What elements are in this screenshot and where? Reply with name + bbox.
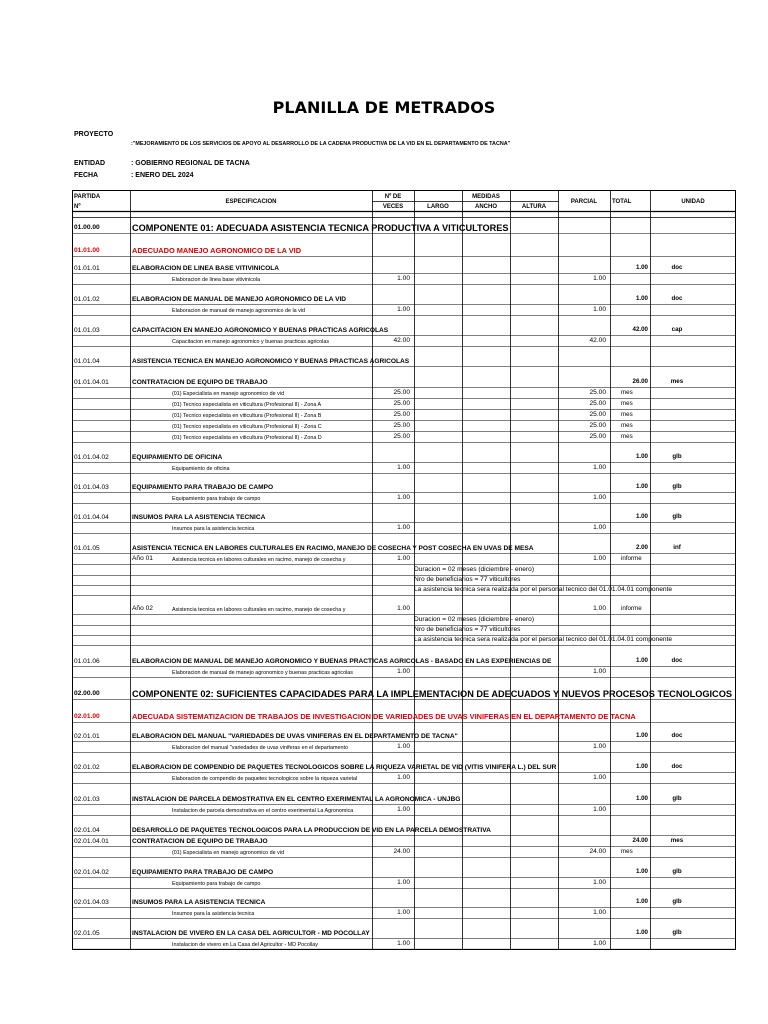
veces-value: 1.00 <box>397 494 410 501</box>
partida-description: ADECUADA SISTEMATIZACION DE TRABAJOS DE INVESTIGACION DE VARIEDADES DE UVAS VINIFERAS EN EL DEPARTAMENTO DE TACNA <box>132 712 636 721</box>
unidad-detail-value: mes <box>621 389 633 396</box>
detail-text: Elaboracion de compendio de paquetes tecnologicos sobre la riqueza varietal <box>172 776 358 782</box>
partida-description: ELABORACION DEL MANUAL "VARIEDADES DE UVAS VINIFERAS EN EL DEPARTAMENTO DE TACNA" <box>132 733 458 740</box>
note-text: La asistencia tecnica sera realizada por el personal tecnico del 01.01.04.01 componente <box>414 586 673 593</box>
anio-label: Año 02 <box>132 605 153 612</box>
note-text: La asistencia tecnica sera realizada por el personal tecnico del 01.01.04.01 componente <box>414 636 673 643</box>
detail-text: Asistencia tecnica en labores culturales en racimo, manejo de cosecha y <box>172 607 346 613</box>
partida-code: 02.01.04 <box>74 827 100 834</box>
col-nde: Nº DE <box>384 194 402 200</box>
unidad-value: glb <box>672 513 682 520</box>
unidad-value: mes <box>670 837 684 844</box>
proyecto-label: PROYECTO <box>74 131 114 138</box>
veces-value: 1.00 <box>397 605 410 612</box>
partida-description: CONTRATACION DE EQUIPO DE TRABAJO <box>132 379 268 386</box>
partida-description: ELABORACION DE COMPENDIO DE PAQUETES TECNOLOGICOS SOBRE LA RIQUEZA VARIETAL DE VID (VITIS VINIFERA L.) DEL SUR <box>132 764 557 771</box>
partida-code: 02.01.04.02 <box>74 869 109 876</box>
fecha-value: : ENERO DEL 2024 <box>131 172 194 179</box>
parcial-value: 1.00 <box>593 464 606 471</box>
veces-value: 1.00 <box>397 743 410 750</box>
detail-text: Equipamiento para trabajo de campo <box>172 881 261 887</box>
partida-code: 01.01.06 <box>74 658 100 665</box>
unidad-detail-value: informe <box>621 555 642 562</box>
total-value: 1.00 <box>635 453 648 460</box>
metrados-table <box>72 190 736 950</box>
unidad-value: glb <box>672 898 682 905</box>
veces-value: 1.00 <box>397 806 410 813</box>
unidad-detail-value: mes <box>621 422 633 429</box>
detail-text: (01) Tecnico especialista en viticultura (Profesional II) - Zona B <box>172 413 322 419</box>
veces-value: 25.00 <box>393 400 410 407</box>
partida-code: 02.01.04.01 <box>74 838 109 845</box>
detail-text: Capacitacion en manejo agronomico y buenas practicas agricolas <box>172 339 330 345</box>
partida-code: 01.01.04.01 <box>74 379 109 386</box>
partida-description: INSTALACION DE PARCELA DEMOSTRATIVA EN EL CENTRO EXERIMENTAL LA AGRONOMICA - UNJBG <box>132 796 461 803</box>
parcial-value: 25.00 <box>589 422 606 429</box>
unidad-value: doc <box>671 295 683 302</box>
col-especificacion: ESPECIFICACION <box>225 199 277 205</box>
detail-text: Elaboracion de manual de manejo agronomico y buenas practicas agricolas <box>172 670 353 676</box>
partida-description: ADECUADO MANEJO AGRONOMICO DE LA VID <box>132 246 302 255</box>
total-value: 1.00 <box>635 264 648 271</box>
parcial-value: 1.00 <box>593 306 606 313</box>
unidad-value: mes <box>670 378 684 385</box>
unidad-value: doc <box>671 763 683 770</box>
parcial-value: 1.00 <box>593 879 606 886</box>
total-value: 2.00 <box>635 544 648 551</box>
col-parcial: PARCIAL <box>570 199 598 205</box>
parcial-value: 1.00 <box>593 524 606 531</box>
partida-description: COMPONENTE 02: SUFICIENTES CAPACIDADES PARA LA IMPLEMENTACION DE ADECUADOS Y NUEVOS PROCESOS TECNOLOGICOS <box>132 689 732 699</box>
partida-description: ELABORACION DE LINEA BASE VITIVINICOLA <box>132 265 280 272</box>
total-value: 1.00 <box>635 513 648 520</box>
partida-code: 02.00.00 <box>74 690 100 697</box>
col-nro: Nº <box>74 204 81 210</box>
parcial-value: 25.00 <box>589 400 606 407</box>
detail-text: Equipamiento de oficina <box>172 466 230 472</box>
veces-value: 25.00 <box>393 433 410 440</box>
parcial-value: 1.00 <box>593 774 606 781</box>
veces-value: 42.00 <box>393 337 410 344</box>
total-value: 1.00 <box>635 929 648 936</box>
unidad-value: glb <box>672 453 682 460</box>
col-largo: LARGO <box>427 204 449 210</box>
veces-value: 25.00 <box>393 389 410 396</box>
veces-value: 24.00 <box>393 848 410 855</box>
unidad-value: glb <box>672 929 682 936</box>
partida-code: 02.01.01 <box>74 733 100 740</box>
total-value: 1.00 <box>635 295 648 302</box>
fecha-label: FECHA <box>74 172 99 179</box>
total-value: 42.00 <box>632 326 648 333</box>
detail-text: Equipamiento para trabajo de campo <box>172 496 261 502</box>
col-total: TOTAL <box>612 199 632 205</box>
partida-code: 01.01.04.04 <box>74 514 109 521</box>
unidad-value: doc <box>671 657 683 664</box>
veces-value: 1.00 <box>397 306 410 313</box>
unidad-value: inf <box>673 544 681 551</box>
partida-description: INSUMOS PARA LA ASISTENCIA TECNICA <box>132 514 266 521</box>
total-value: 1.00 <box>635 483 648 490</box>
parcial-value: 1.00 <box>593 806 606 813</box>
parcial-value: 25.00 <box>589 411 606 418</box>
unidad-detail-value: mes <box>621 411 633 418</box>
note-text: Nro de beneficiarios = 77 viticultores <box>414 626 521 633</box>
partida-code: 02.01.04.03 <box>74 899 109 906</box>
detail-text: (01) Especialista en manejo agronomico de vid <box>172 391 285 397</box>
detail-text: Elaboracion del manual "variedades de uvas viniferas en el departamento <box>172 745 349 751</box>
entidad-value: : GOBIERNO REGIONAL DE TACNA <box>131 160 250 167</box>
total-value: 1.00 <box>635 795 648 802</box>
partida-code: 01.01.02 <box>74 296 100 303</box>
partida-code: 01.00.00 <box>74 224 100 231</box>
unidad-value: glb <box>672 795 682 802</box>
total-value: 26.00 <box>632 378 648 385</box>
unidad-detail-value: informe <box>621 605 642 612</box>
parcial-value: 1.00 <box>593 605 606 612</box>
col-altura: ALTURA <box>521 204 547 210</box>
unidad-value: glb <box>672 483 682 490</box>
veces-value: 25.00 <box>393 411 410 418</box>
veces-value: 1.00 <box>397 555 410 562</box>
parcial-value: 1.00 <box>593 275 606 282</box>
col-partida: PARTIDA <box>74 194 101 200</box>
partida-description: EQUIPAMIENTO PARA TRABAJO DE CAMPO <box>132 484 274 491</box>
partida-code: 01.01.00 <box>74 247 100 254</box>
parcial-value: 24.00 <box>589 848 606 855</box>
veces-value: 1.00 <box>397 464 410 471</box>
partida-description: CAPACITACION EN MANEJO AGRONOMICO Y BUENAS PRACTICAS AGRICOLAS <box>132 327 389 334</box>
partida-code: 02.01.03 <box>74 796 100 803</box>
parcial-value: 25.00 <box>589 433 606 440</box>
partida-description: COMPONENTE 01: ADECUADA ASISTENCIA TECNICA PRODUCTIVA A VITICULTORES <box>132 223 509 233</box>
partida-code: 02.01.05 <box>74 930 100 937</box>
page-title: PLANILLA DE METRADOS <box>272 98 496 117</box>
parcial-value: 1.00 <box>593 909 606 916</box>
total-value: 1.00 <box>635 898 648 905</box>
detail-text: (01) Tecnico especialista en viticultura (Profesional II) - Zona D <box>172 435 322 441</box>
total-value: 1.00 <box>635 657 648 664</box>
note-text: Duracion = 02 meses (diciembre - enero) <box>414 566 535 573</box>
note-text: Nro de beneficiarios = 77 viticultores <box>414 576 521 583</box>
detail-text: Instalacion de parcela demostrativa en el centro exerimental La Agronomica <box>172 808 354 814</box>
detail-text: Asistencia tecnica en labores culturales en racimo, manejo de cosecha y <box>172 557 346 563</box>
veces-value: 1.00 <box>397 774 410 781</box>
veces-value: 1.00 <box>397 524 410 531</box>
detail-text: Elaboracion de linea base vitivinicola <box>172 277 261 283</box>
partida-description: ASISTENCIA TECNICA EN LABORES CULTURALES EN RACIMO, MANEJO DE COSECHA Y POST COSECHA EN UVAS DE MESA <box>132 545 534 552</box>
parcial-value: 1.00 <box>593 668 606 675</box>
parcial-value: 25.00 <box>589 389 606 396</box>
partida-code: 01.01.04.03 <box>74 484 109 491</box>
veces-value: 1.00 <box>397 668 410 675</box>
unidad-detail-value: mes <box>621 433 633 440</box>
partida-description: EQUIPAMIENTO DE OFICINA <box>132 454 223 461</box>
partida-code: 01.01.04.02 <box>74 454 109 461</box>
partida-code: 01.01.01 <box>74 265 100 272</box>
detail-text: (01) Tecnico especialista en viticultura (Profesional II) - Zona A <box>172 402 322 408</box>
unidad-detail-value: mes <box>621 848 633 855</box>
partida-description: ASISTENCIA TECNICA EN MANEJO AGRONOMICO Y BUENAS PRACTICAS AGRICOLAS <box>132 358 410 365</box>
veces-value: 1.00 <box>397 940 410 947</box>
col-unidad: UNIDAD <box>681 199 705 205</box>
detail-text: (01) Especialista en manejo agronomico de vid <box>172 850 285 856</box>
partida-description: ELABORACION DE MANUAL DE MANEJO AGRONOMICO Y BUENAS PRACTICAS AGRICOLAS - BASADO EN LAS EXPERIENCIAS DE <box>132 658 552 665</box>
parcial-value: 1.00 <box>593 494 606 501</box>
unidad-value: doc <box>671 732 683 739</box>
partida-code: 01.01.04 <box>74 358 100 365</box>
table-cells <box>72 190 736 950</box>
col-medidas: MEDIDAS <box>472 194 500 200</box>
partida-description: DESARROLLO DE PAQUETES TECNOLOGICOS PARA LA PRODUCCION DE VID EN LA PARCELA DEMOSTRATIVA <box>132 827 491 834</box>
parcial-value: 42.00 <box>589 337 606 344</box>
veces-value: 25.00 <box>393 422 410 429</box>
partida-code: 02.01.02 <box>74 764 100 771</box>
detail-text: Insumos para la asistencia tecnica <box>172 911 255 917</box>
partida-code: 01.01.05 <box>74 545 100 552</box>
total-value: 1.00 <box>635 763 648 770</box>
parcial-value: 1.00 <box>593 555 606 562</box>
partida-description: CONTRATACION DE EQUIPO DE TRABAJO <box>132 838 268 845</box>
partida-code: 01.01.03 <box>74 327 100 334</box>
anio-label: Año 01 <box>132 555 153 562</box>
detail-text: Elaboracion de manual de manejo agronomico de la vid <box>172 308 306 314</box>
detail-text: Insumos para la asistencia tecnica <box>172 526 255 532</box>
detail-text: (01) Tecnico especialista en viticultura (Profesional II) - Zona C <box>172 424 322 430</box>
partida-description: EQUIPAMIENTO PARA TRABAJO DE CAMPO <box>132 869 274 876</box>
detail-text: Instalacion de vivero en La Casa del Agricultor - MD Pocollay <box>172 942 318 948</box>
unidad-value: cap <box>671 326 683 333</box>
unidad-value: glb <box>672 868 682 875</box>
parcial-value: 1.00 <box>593 940 606 947</box>
total-value: 24.00 <box>632 837 648 844</box>
proyecto-value: :"MEJORAMIENTO DE LOS SERVICIOS DE APOYO AL DESARROLLO DE LA CADENA PRODUCTIVA DE LA VID EN EL DEPARTAMENTO DE TACNA" <box>131 141 511 147</box>
partida-code: 02.01.00 <box>74 713 100 720</box>
parcial-value: 1.00 <box>593 743 606 750</box>
veces-value: 1.00 <box>397 879 410 886</box>
partida-description: INSUMOS PARA LA ASISTENCIA TECNICA <box>132 899 266 906</box>
total-value: 1.00 <box>635 732 648 739</box>
veces-value: 1.00 <box>397 909 410 916</box>
unidad-value: doc <box>671 264 683 271</box>
entidad-label: ENTIDAD <box>74 160 106 167</box>
veces-value: 1.00 <box>397 275 410 282</box>
partida-description: ELABORACION DE MANUAL DE MANEJO AGRONOMICO DE LA VID <box>132 296 347 303</box>
total-value: 1.00 <box>635 868 648 875</box>
unidad-detail-value: mes <box>621 400 633 407</box>
partida-description: INSTALACION DE VIVERO EN LA CASA DEL AGRICULTOR - MD POCOLLAY <box>132 930 370 937</box>
col-ancho: ANCHO <box>475 204 497 210</box>
col-veces: VECES <box>382 204 404 210</box>
note-text: Duracion = 02 meses (diciembre - enero) <box>414 616 535 623</box>
